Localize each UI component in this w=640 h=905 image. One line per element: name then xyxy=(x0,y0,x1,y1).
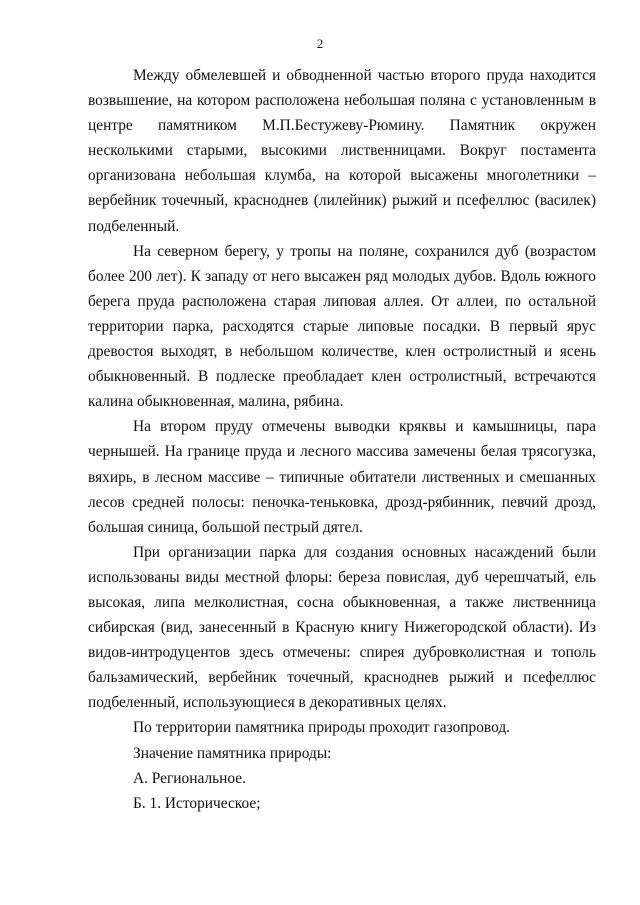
paragraph-monument-glade: Между обмелевшей и обводненной частью второго пруда находится возвышение, на котором расположена небольшая поляна с установленным в центре памятником М.П.Бестужеву-Рюмину. Памятник окружен несколькими старыми, высокими лиственницами. Вокруг постамента организована небольшая клумба, на которой высажены многолетники – вербейник точечный, красноднев (лилейник) рыжий и псефеллюс (василек) подбеленный. xyxy=(88,67,596,235)
paragraph-birds: На втором пруду отмечены выводки кряквы и камышницы, пара чернышей. На границе пруда и лесного массива замечены белая трясогузка, вяхирь, в лесном массиве – типичные обитатели лиственных и смешанных лесов средней полосы: пеночка-теньковка, дрозд-рябинник, певчий дрозд, большая синица, большой пестрый дятел. xyxy=(88,418,596,536)
paragraph-flora: При организации парка для создания основных насаждений были использованы виды местной флоры: береза повислая, дуб черешчатый, ель высокая, липа мелколистная, сосна обыкновенная, а также лиственница сибирская (вид, занесенный в Красную книгу Нижегородской области). Из видов-интродуцентов здесь отмечены: спирея дубровколистная и тополь бальзамический, вербейник точечный, красноднев рыжий и псефеллюс подбеленный, использующиеся в декоративных целях. xyxy=(88,543,596,712)
paragraph-significance-heading: Значение памятника природы: xyxy=(133,744,332,762)
paragraph-significance-historical: Б. 1. Историческое; xyxy=(133,794,261,812)
page-number: 2 xyxy=(316,36,324,51)
document-body xyxy=(88,63,596,816)
paragraph-significance-regional: А. Региональное. xyxy=(133,769,246,787)
paragraph-gas-pipeline: По территории памятника природы проходит газопровод. xyxy=(133,719,511,737)
paragraph-north-shore: На северном берегу, у тропы на поляне, сохранился дуб (возрастом более 200 лет). К западу от него высажен ряд молодых дубов. Вдоль южного берега пруда расположена старая липовая аллея. От аллеи, по остальной территории парка, расходятся старые липовые посадки. В первый ярус древостоя выходят, в небольшом количестве, клен остролистный и ясень обыкновенный. В подлеске преобладает клен остролистный, встречаются калина обыкновенная, малина, рябина. xyxy=(88,242,596,411)
